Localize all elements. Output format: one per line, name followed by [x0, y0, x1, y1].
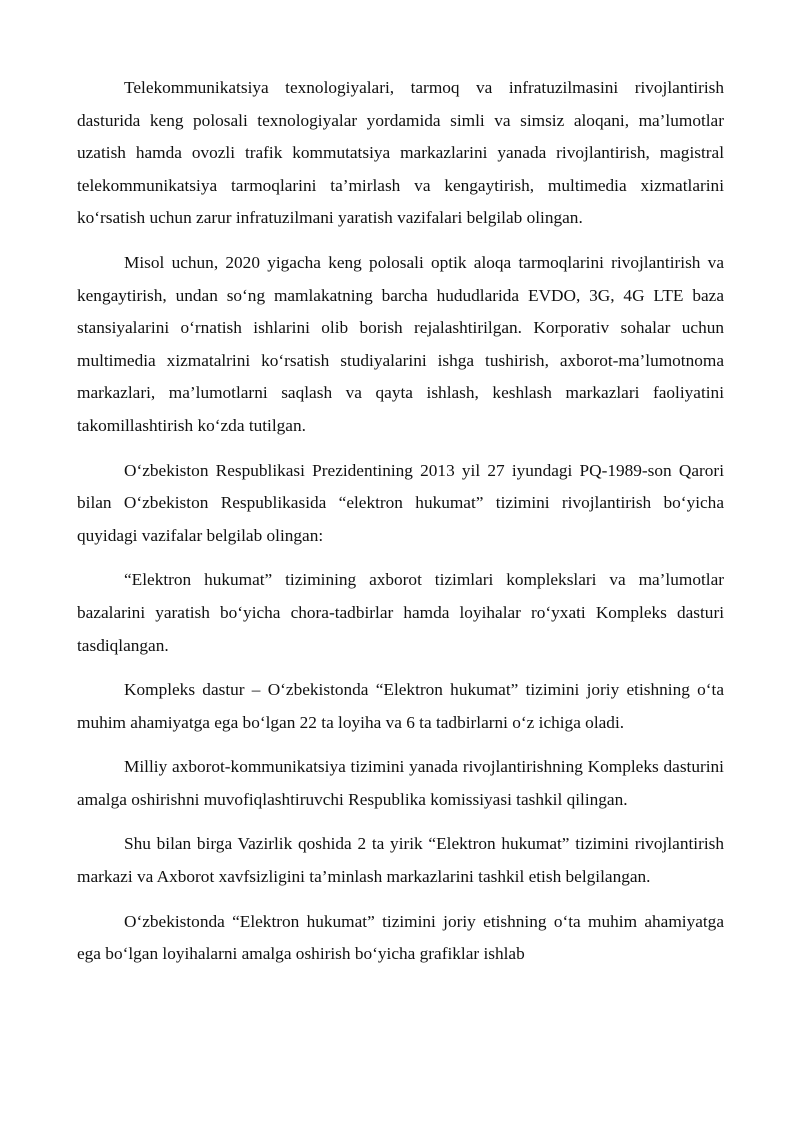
paragraph-3: O‘zbekiston Respublikasi Prezidentining 2013 yil 27 iyundagi PQ-1989-son Qarori bilan O‘zbekiston Respublikasida “elektron hukumat” tizimini rivojlantirish bo‘yicha quyidagi vazifalar belgilab olingan: [77, 460, 724, 545]
paragraph-4: “Elektron hukumat” tizimining axborot tizimlari komplekslari va ma’lumotlar bazalarini yaratish bo‘yicha chora-tadbirlar hamda loyihalar ro‘yxati Kompleks dasturi tasdiqlangan. [77, 570, 724, 655]
paragraph-7: Shu bilan birga Vazirlik qoshida 2 ta yirik “Elektron hukumat” tizimini rivojlantirish markazi va Axborot xavfsizligini ta’minlash markazlarini tashkil etish belgilangan. [77, 834, 724, 887]
paragraph-6: Milliy axborot-kommunikatsiya tizimini yanada rivojlantirishning Kompleks dasturini amalga oshirishni muvofiqlashtiruvchi Respublika komissiyasi tashkil qilingan. [77, 757, 724, 809]
document-body [77, 72, 724, 983]
paragraph-5: Kompleks dastur – O‘zbekistonda “Elektron hukumat” tizimini joriy etishning o‘ta muhim ahamiyatga ega bo‘lgan 22 ta loyiha va 6 ta tadbirlarni o‘z ichiga oladi. [77, 680, 724, 732]
paragraph-8: O‘zbekistonda “Elektron hukumat” tizimini joriy etishning o‘ta muhim ahamiyatga ega bo‘lgan loyihalarni amalga oshirish bo‘yicha grafiklar ishlab [77, 911, 724, 964]
paragraph-1: Telekommunikatsiya texnologiyalari, tarmoq va infratuzilmasini rivojlantirish dasturida keng polosali texnologiyalar yordamida simli va simsiz aloqani, ma’lumotlar uzatish hamda ovozli trafik kommutatsiya markazlarini yanada rivojlantirish, magistral telekommunikatsiya tarmoqlarini ta’mirlash va kengaytirish, multimedia xizmatlarini ko‘rsatish uchun zarur infratuzilmani yaratish vazifalari belgilab olingan. [77, 78, 724, 228]
paragraph-2: Misol uchun, 2020 yigacha keng polosali optik aloqa tarmoqlarini rivojlantirish va kengaytirish, undan so‘ng mamlakatning barcha hududlarida EVDO, 3G, 4G LTE baza stansiyalarini o‘rnatish ishlarini olib borish rejalashtirilgan. Korporativ sohalar uchun multimedia xizmatalrini ko‘rsatish studiyalarini ishga tushirish, axborot-ma’lumotnoma markazlari, ma’lumotlarni saqlash va qayta ishlash, keshlash markazlari faoliyatini takomillashtirish ko‘zda tutilgan. [77, 252, 724, 435]
